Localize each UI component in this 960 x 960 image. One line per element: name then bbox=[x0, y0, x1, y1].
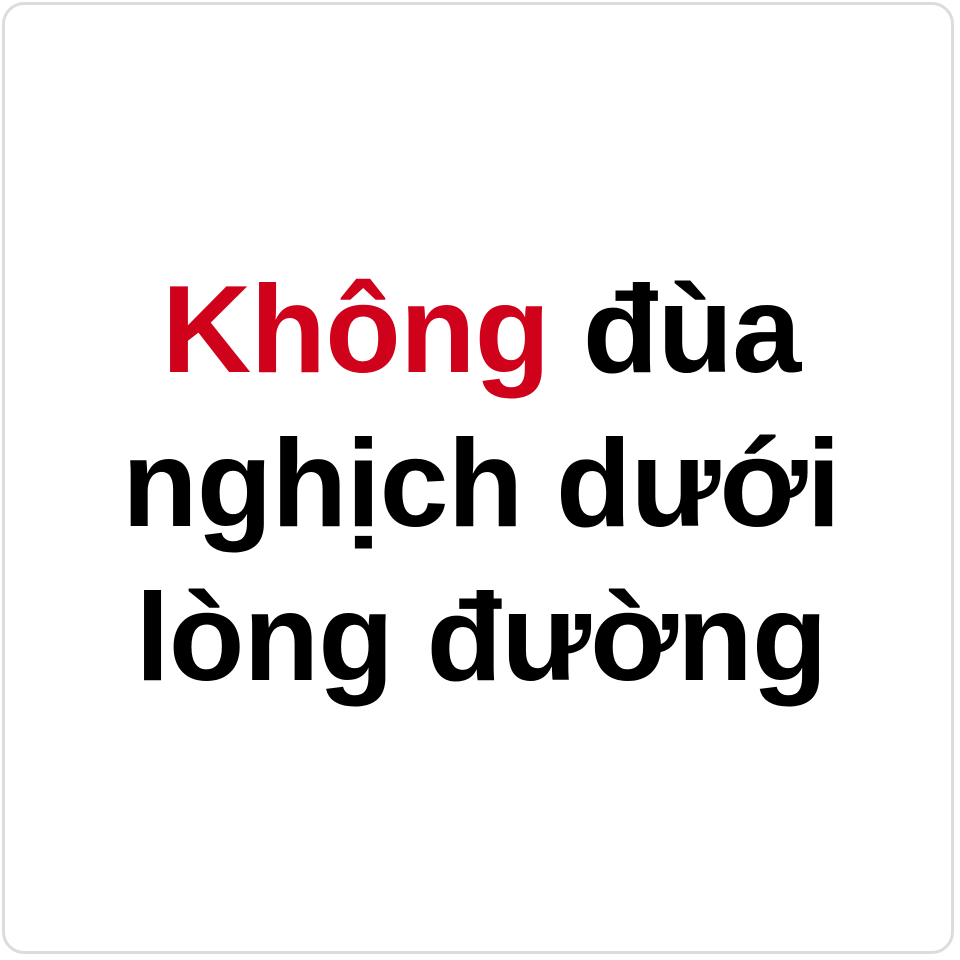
sign-message bbox=[5, 253, 957, 715]
sign-line-1-rest: đùa bbox=[549, 261, 801, 399]
safety-sign bbox=[2, 2, 954, 954]
sign-highlight-word: Không bbox=[161, 261, 550, 399]
sign-line-2: nghịch dưới bbox=[122, 415, 840, 553]
sign-line-1 bbox=[5, 253, 957, 407]
sign-line-3: lòng đường bbox=[135, 569, 827, 707]
